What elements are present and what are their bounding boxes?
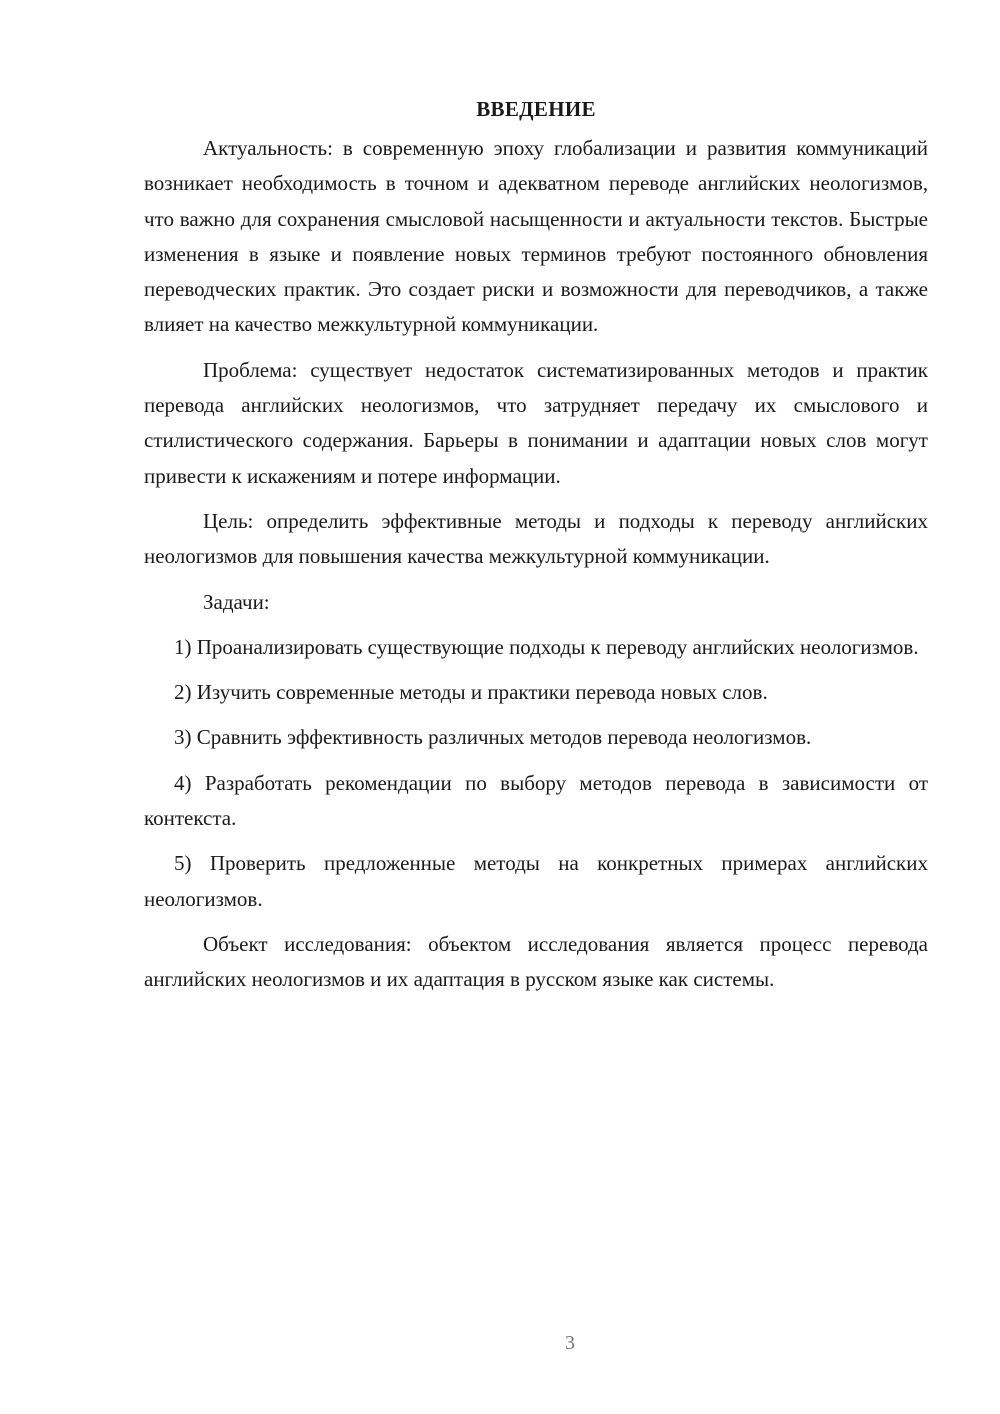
task-item-3: 3) Сравнить эффективность различных методов перевода неологизмов. <box>174 725 812 750</box>
paragraph-object: Объект исследования: объектом исследования является процесс перевода английских неологизмов и их адаптация в русском языке как системы. <box>144 931 928 992</box>
task-item-4: 4) Разработать рекомендации по выбору методов перевода в зависимости от контекста. <box>144 770 928 831</box>
task-item-5: 5) Проверить предложенные методы на конкретных примерах английских неологизмов. <box>144 851 928 911</box>
page-number: 3 <box>565 1332 575 1354</box>
section-title: ВВЕДЕНИЕ <box>476 97 596 121</box>
task-item-2: 2) Изучить современные методы и практики перевода новых слов. <box>174 680 768 705</box>
paragraph-goal: Цель: определить эффективные методы и подходы к переводу английских неологизмов для повышения качества межкультурной коммуникации. <box>144 508 928 569</box>
document-page <box>144 92 928 1008</box>
paragraph-problem: Проблема: существует недостаток систематизированных методов и практик перевода английских неологизмов, что затрудняет передачу их смыслового и стилистического содержания. Барьеры в понимании и адаптации новых слов могут привести к искажениям и потере информации. <box>144 357 928 488</box>
tasks-heading: Задачи: <box>203 589 270 614</box>
task-item-1: 1) Проанализировать существующие подходы к переводу английских неологизмов. <box>174 634 919 659</box>
paragraph-relevance: Актуальность: в современную эпоху глобализации и развития коммуникаций возникает необходимость в точном и адекватном переводе английских неологизмов, что важно для сохранения смысловой насыщенности и актуальности текстов. Быстрые изменения в языке и появление новых терминов требуют постоянного обновления переводческих практик. Это создает риски и возможности для переводчиков, а также влияет на качество межкультурной коммуникации. <box>144 136 928 337</box>
